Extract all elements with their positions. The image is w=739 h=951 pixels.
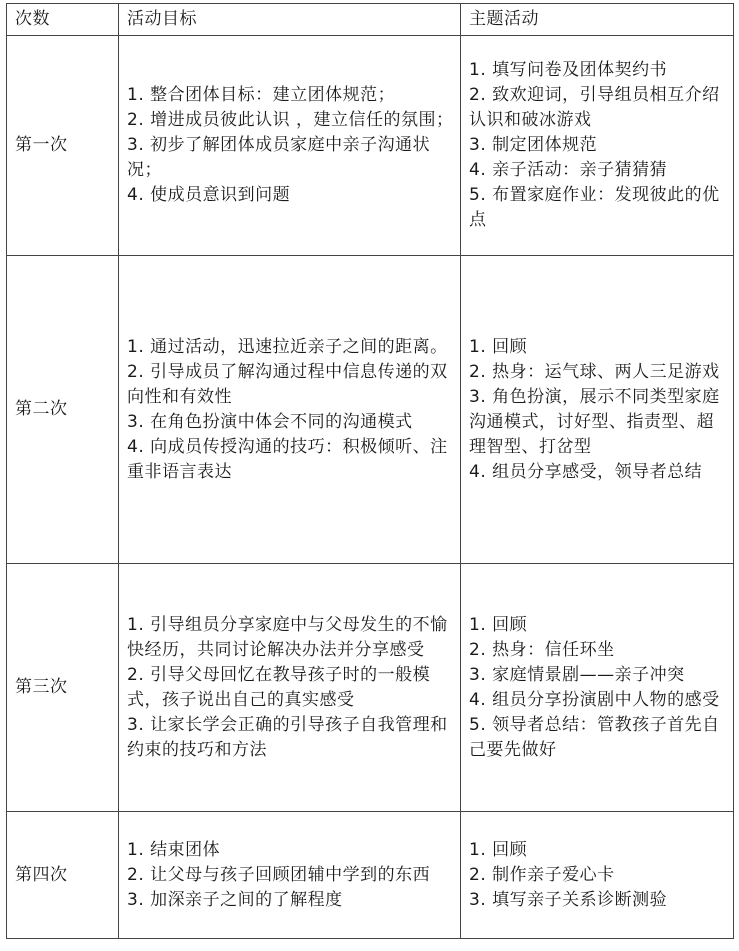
activity-item: 1. 回顾 (469, 614, 528, 635)
activities-cell (461, 256, 734, 564)
session-cell: 第二次 (7, 256, 119, 564)
activity-item: 3. 角色扮演，展示不同类型家庭沟通模式，讨好型、指责型、超理智型、打岔型 (469, 386, 720, 457)
goal-item: 2. 引导成员了解沟通过程中信息传递的双向性和有效性 (127, 361, 448, 407)
activity-item: 3. 家庭情景剧——亲子冲突 (469, 664, 685, 685)
goal-item: 1. 通过活动，迅速拉近亲子之间的距离。 (127, 336, 448, 357)
goal-item: 2. 增进成员彼此认识 ，建立信任的氛围； (127, 110, 454, 130)
activity-item: 4. 亲子活动：亲子猜猜猜 (469, 160, 668, 180)
table-row (7, 564, 734, 812)
activity-item: 2. 热身：运气球、两人三足游戏 (469, 361, 720, 382)
header-activities: 主题活动 (461, 4, 734, 36)
goals-cell (119, 812, 461, 939)
goal-item: 1. 整合团体目标：建立团体规范； (127, 85, 396, 105)
activity-item: 2. 制作亲子爱心卡 (469, 864, 615, 885)
goals-cell (119, 564, 461, 812)
goal-item: 2. 让父母与孩子回顾团辅中学到的东西 (127, 864, 431, 885)
activities-cell (461, 36, 734, 256)
session-cell: 第四次 (7, 812, 119, 939)
goal-item: 3. 加深亲子之间的了解程度 (127, 889, 343, 910)
table-header-row (7, 4, 734, 36)
header-session: 次数 (7, 4, 119, 36)
goals-cell (119, 36, 461, 256)
activity-item: 1. 回顾 (469, 336, 528, 357)
table-row (7, 812, 734, 939)
activity-item: 4. 组员分享扮演剧中人物的感受 (469, 689, 720, 710)
session-cell: 第一次 (7, 36, 119, 256)
goal-item: 3. 初步了解团体成员家庭中亲子沟通状况； (127, 135, 431, 180)
activity-plan-table (6, 3, 734, 939)
activities-cell (461, 812, 734, 939)
activity-item: 2. 热身：信任环坐 (469, 639, 615, 660)
activity-item: 3. 制定团体规范 (469, 135, 598, 155)
activity-item: 3. 填写亲子关系诊断测验 (469, 889, 668, 910)
activity-item: 5. 布置家庭作业：发现彼此的优点 (469, 185, 720, 230)
activity-item: 1. 回顾 (469, 839, 528, 860)
table-row (7, 256, 734, 564)
goal-item: 4. 使成员意识到问题 (127, 185, 291, 205)
goal-item: 4. 向成员传授沟通的技巧：积极倾听、注重非语言表达 (127, 436, 448, 482)
activity-item: 5. 领导者总结：管教孩子首先自己要先做好 (469, 714, 720, 760)
goal-item: 1. 结束团体 (127, 839, 221, 860)
goals-cell (119, 256, 461, 564)
session-cell: 第三次 (7, 564, 119, 812)
activity-item: 1. 填写问卷及团体契约书 (469, 60, 668, 80)
activity-item: 2. 致欢迎词，引导组员相互介绍认识和破冰游戏 (469, 85, 720, 130)
goal-item: 2. 引导父母回忆在教导孩子时的一般模式，孩子说出自己的真实感受 (127, 664, 431, 710)
goal-item: 3. 在角色扮演中体会不同的沟通模式 (127, 411, 413, 432)
goal-item: 3. 让家长学会正确的引导孩子自我管理和约束的技巧和方法 (127, 714, 448, 760)
goal-item: 1. 引导组员分享家庭中与父母发生的不愉快经历，共同讨论解决办法并分享感受 (127, 614, 448, 660)
activities-cell (461, 564, 734, 812)
activity-item: 4. 组员分享感受，领导者总结 (469, 461, 703, 482)
table-row (7, 36, 734, 256)
header-goals: 活动目标 (119, 4, 461, 36)
